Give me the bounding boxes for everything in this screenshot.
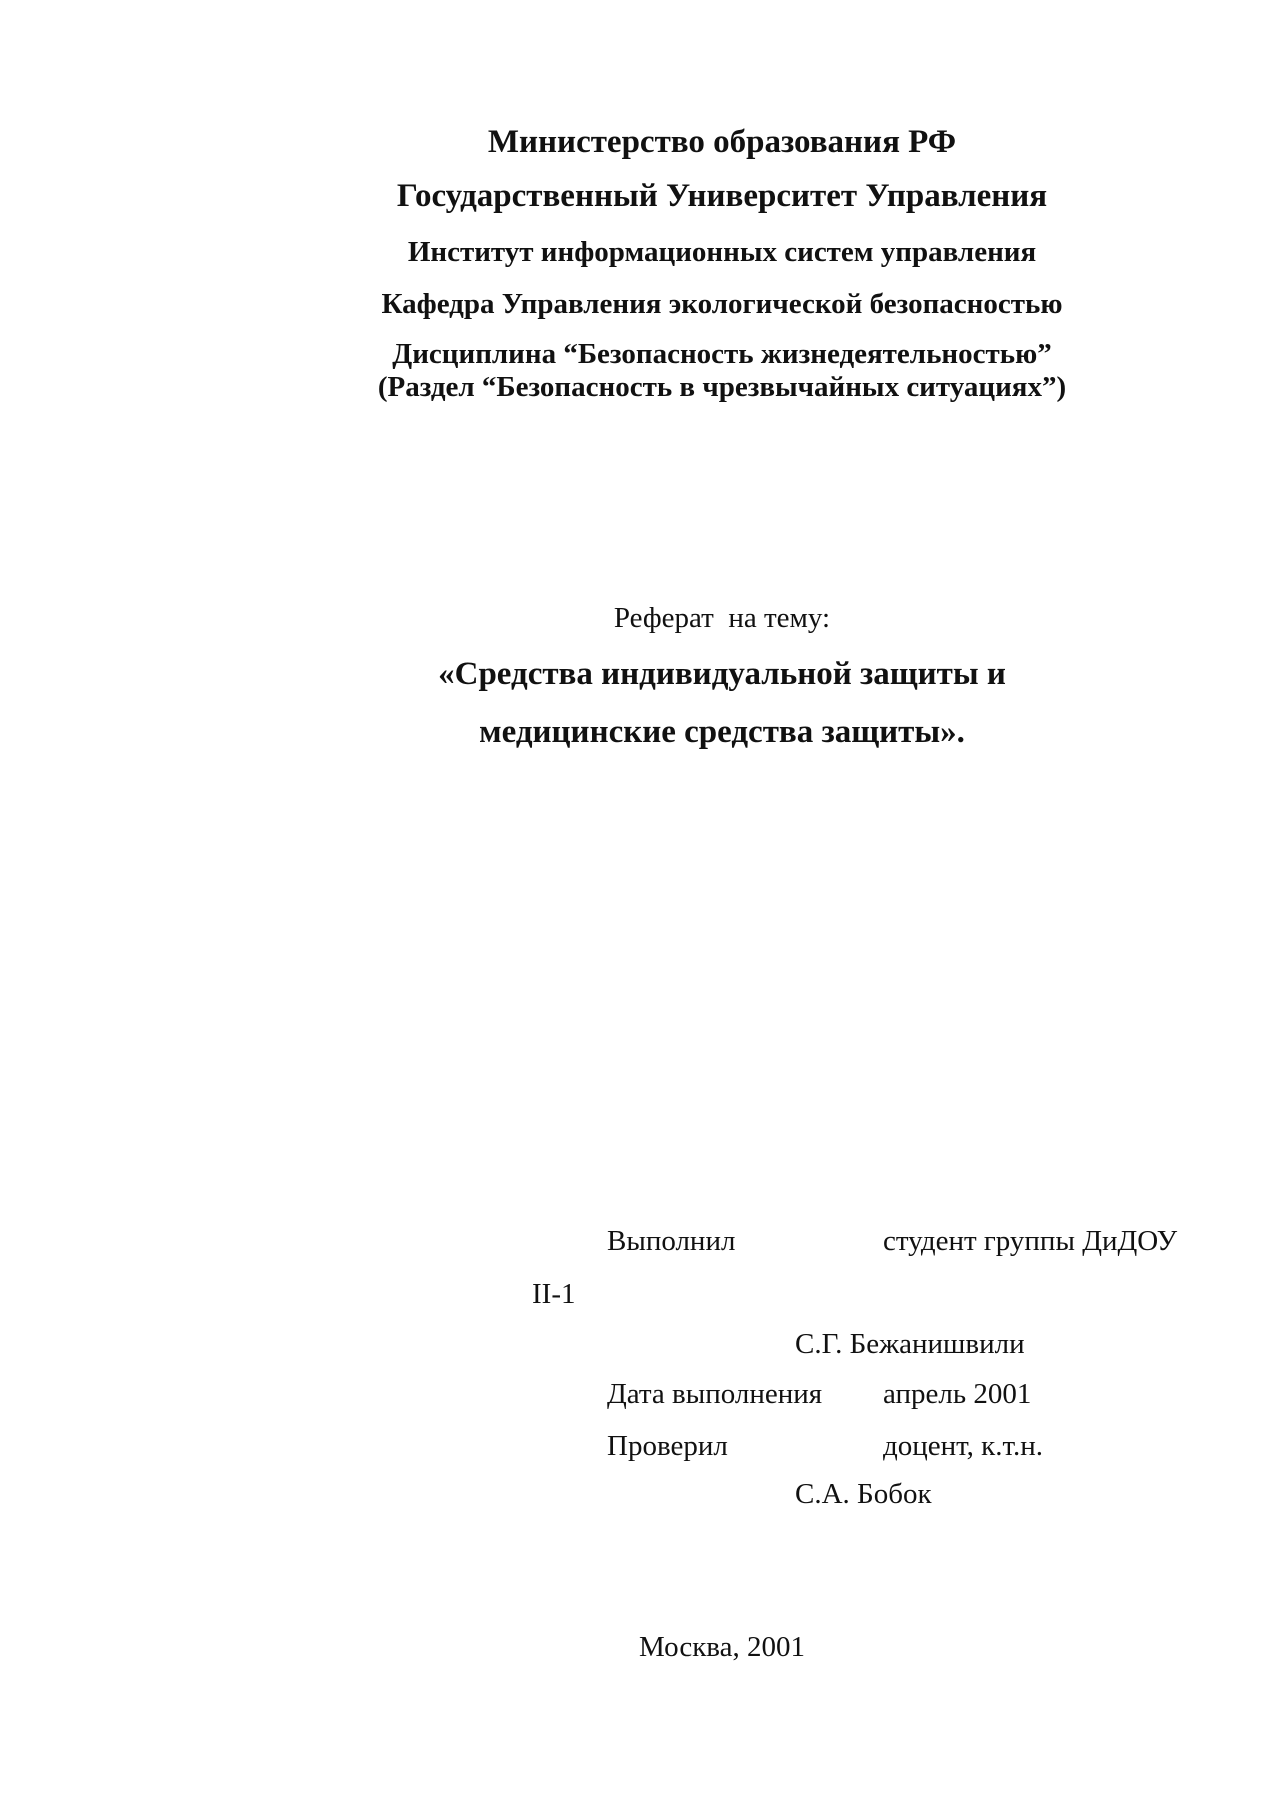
discipline-heading: Дисциплина “Безопасность жизнедеятельностью”: [392, 338, 1052, 370]
department-heading: Кафедра Управления экологической безопасностью: [381, 288, 1063, 320]
checked-by-label: Проверил: [607, 1430, 728, 1462]
performed-by-label: Выполнил: [607, 1225, 736, 1257]
performer-name: С.Г. Бежанишвили: [795, 1328, 1025, 1360]
performed-by-value: студент группы ДиДОУ: [883, 1225, 1178, 1257]
topic-title-line-1: «Средства индивидуальной защиты и: [438, 656, 1006, 692]
city-year: Москва, 2001: [639, 1631, 805, 1663]
ministry-heading: Министерство образования РФ: [487, 124, 957, 160]
institute-heading: Институт информационных систем управления: [407, 236, 1037, 268]
completion-date-label: Дата выполнения: [607, 1378, 823, 1410]
checker-name: С.А. Бобок: [795, 1478, 932, 1510]
topic-title-line-2: медицинские средства защиты».: [479, 714, 965, 750]
checked-by-value: доцент, к.т.н.: [883, 1430, 1044, 1462]
completion-date-value: апрель 2001: [883, 1378, 1032, 1410]
group-continuation: II-1: [532, 1278, 576, 1310]
section-heading: (Раздел “Безопасность в чрезвычайных ситуациях”): [377, 371, 1067, 403]
abstract-label: Реферат на тему:: [613, 602, 831, 634]
university-heading: Государственный Университет Управления: [396, 178, 1048, 214]
